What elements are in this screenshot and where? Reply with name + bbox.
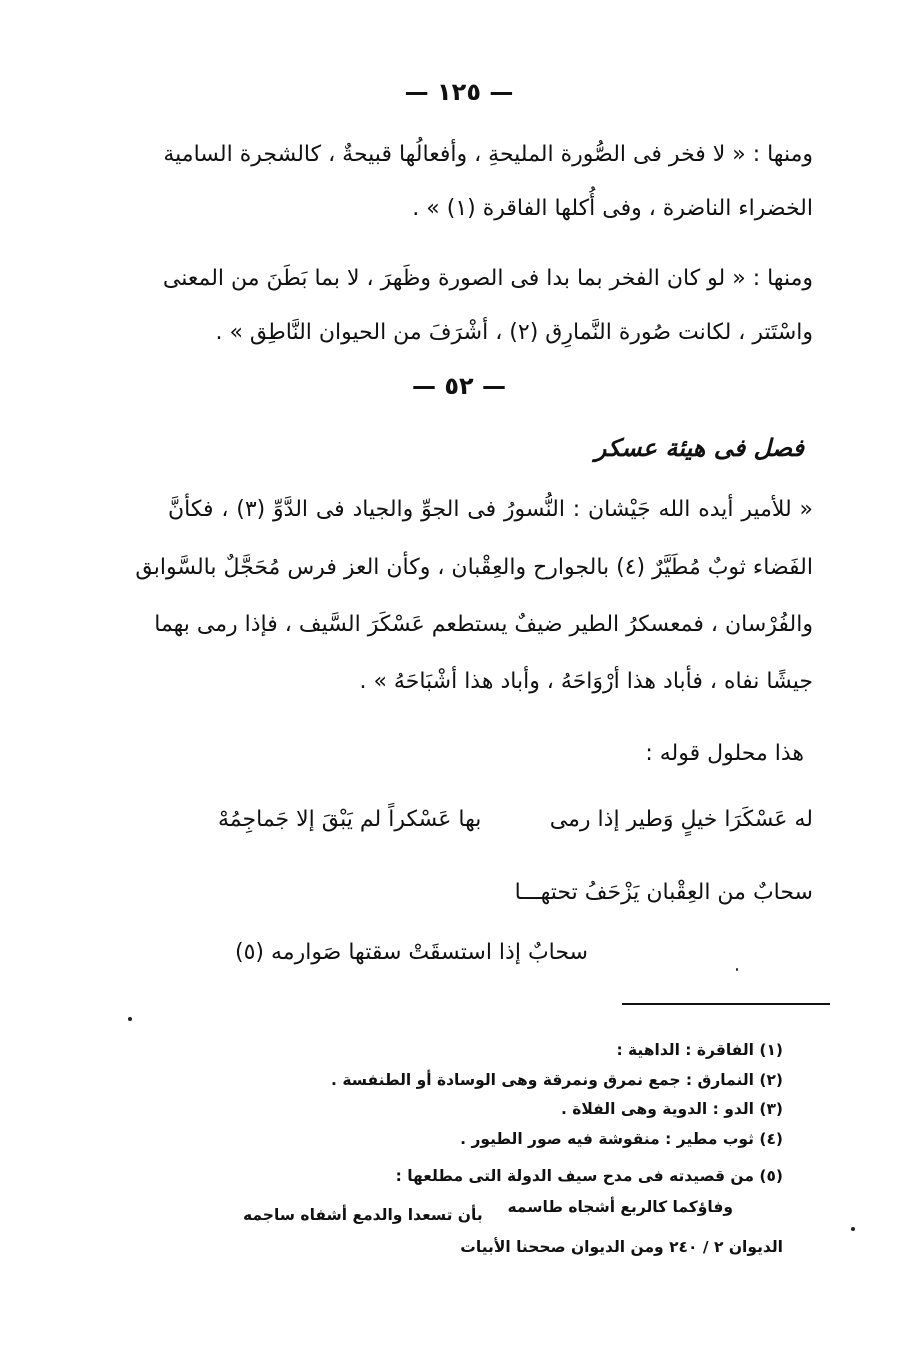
footnote-5-verse-second-hemistich: بأن تسعدا والدمع أشفاه ساجمه (243, 1206, 483, 1224)
paragraph-1-line-1: ومنها : « لا فخر فى الصُّورة المليحةِ ، وأفعالُها قبيحةٌ ، كالشجرة السامية (163, 142, 813, 167)
paragraph-3-line-3: والفُرْسان ، فمعسكرُ الطير ضيفٌ يستطعم عَسْكَرَ السَّيف ، فإذا رمى بهما (154, 612, 813, 637)
page-number: — ١٢٥ — (404, 78, 514, 106)
footnote-2: (٢) النمارق : جمع نمرق ونمرقة وهى الوسادة أو الطنفسة . (331, 1071, 783, 1089)
section-heading: فصل فى هيئة عسكر (594, 433, 804, 462)
footnote-1: (١) الفاقرة : الداهية : (616, 1041, 783, 1059)
section-number: — ٥٢ — (411, 372, 506, 400)
scan-speck (736, 968, 738, 971)
footnote-5-line-1: (٥) من قصيدته فى مدح سيف الدولة التى مطلعها : (395, 1167, 783, 1185)
paragraph-3-line-4: جيشًا نفاه ، فأباد هذا أرْوَاحَهُ ، وأباد هذا أشْبَاحَهُ » . (359, 669, 813, 694)
footnote-5-line-3: الديوان ٢ / ٢٤٠ ومن الديوان صححنا الأبيات (460, 1238, 783, 1256)
verse-1-second-hemistich: بها عَسْكراً لم يَبْقَ إلا جَماجِمُهْ (218, 807, 482, 832)
paragraph-2-line-2: واسْتَتر ، لكانت صُورة النَّمارِق (٢) ، أشْرَفَ من الحيوان النَّاطِق » . (215, 320, 813, 345)
paragraph-3-line-1: « للأمير أيده الله جَيْشان : النُّسورُ فى الجوِّ والجياد فى الدَّوِّ (٣) ، فكأنَّ (168, 497, 813, 522)
footnote-separator (622, 1003, 830, 1005)
paragraph-3-line-2: الفَضاء ثوبٌ مُطَيَّرٌ (٤) بالجوارح والعِقْبان ، وكأن العز فرس مُحَجَّلٌ بالسَّوابق (135, 555, 813, 580)
scan-speck (851, 1227, 855, 1231)
verse-3: سحابٌ إذا استسقَتْ سقتها صَوارمه (٥) (235, 940, 588, 965)
verse-1-first-hemistich: له عَسْكَرَا خيلٍ وَطير إذا رمى (549, 807, 813, 832)
footnote-4: (٤) ثوب مطير : منقوشة فيه صور الطيور . (460, 1130, 783, 1148)
verse-introduction: هذا محلول قوله : (645, 741, 804, 766)
scan-speck (128, 1017, 132, 1021)
footnote-3: (٣) الدو : الدوية وهى الفلاة . (560, 1100, 783, 1118)
paragraph-1-line-2: الخضراء الناضرة ، وفى أُكلها الفاقرة (١) » . (412, 196, 813, 221)
footnote-5-verse-first-hemistich: وفاؤكما كالربع أشجاه طاسمه (507, 1198, 733, 1216)
verse-2: سحابٌ من العِقْبان يَزْحَفُ تحتهـــا (514, 880, 813, 905)
paragraph-2-line-1: ومنها : « لو كان الفخر بما بدا فى الصورة وظَهرَ ، لا بما بَطَنَ من المعنى (162, 266, 813, 291)
